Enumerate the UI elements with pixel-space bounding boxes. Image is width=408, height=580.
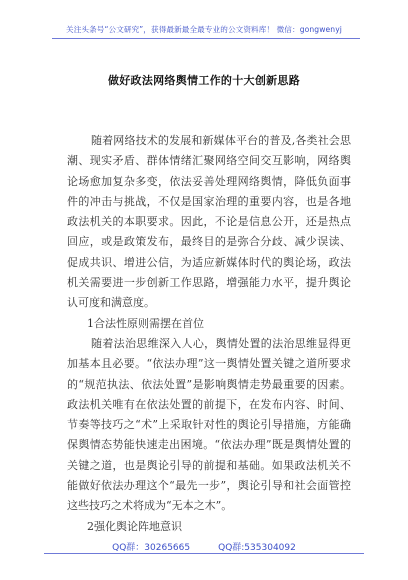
header-divider: [52, 38, 360, 39]
section-heading-1: 1合法性原则需摆在首位: [87, 316, 204, 330]
paragraph-intro: 随着网络技术的发展和新媒体平台的普及,各类社会思潮、现实矛盾、群体情绪汇聚网络空间交互影响，网络舆论场愈加复杂多变，依法妥善处理网络舆情，降低负面事件的冲击与挑战，不仅是国家治理的重要内容，也是各地政法机关的本职要求。因此，不论是信息公开，还是热点回应，或是政策发布，最终目的是弥合分歧、减少误读、促成共识、增进公信，为适应新媒体时代的舆论场，政法机关需要进一步创新工作思路，增强能力水平，提升舆论认可度和满意度。: [67, 134, 351, 310]
section-heading-2: 2强化舆论阵地意识: [87, 519, 182, 533]
qq-group-2: QQ群:535304092: [218, 543, 296, 553]
qq-footer: [0, 540, 408, 553]
footer-divider: [44, 553, 364, 554]
qq-group-1: QQ群：30265665: [112, 543, 191, 553]
promo-header: 关注头条号“公文研究”，获得最新最全最专业的公文资料库！ 微信：gongwenyj: [66, 25, 342, 34]
paragraph-section-1: 随着法治思维深入人心，舆情处置的法治思维显得更加基本且必要。“依法办理”这一舆情处置关键之道所要求的“规范执法、依法处置”是影响舆情走势最重要的因素。政法机关唯有在依法处置的前提下，在发布内容、时间、节奏等技巧之“术”上采取针对性的舆论引导措施，方能确保舆情态势能快速走出困境。“依法办理”既是舆情处置的关键之道，也是舆论引导的前提和基础。如果政法机关不能做好依法办理这个“最先一步”，舆论引导和社会面管控这些技巧之术将成为“无本之木”。: [67, 336, 351, 513]
document-body: [67, 131, 351, 537]
document-title: 做好政法网络舆情工作的十大创新思路: [107, 74, 301, 87]
